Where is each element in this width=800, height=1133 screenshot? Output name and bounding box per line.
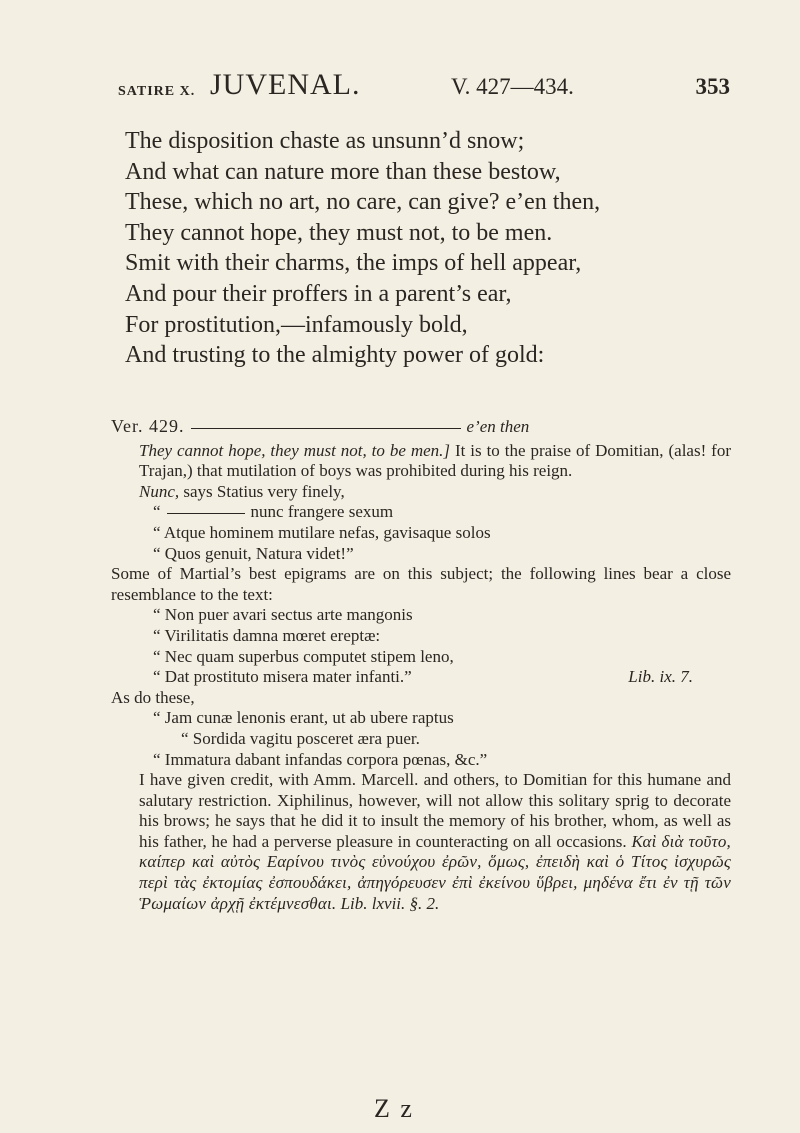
greek-quote: Καὶ διὰ τοῦτο, καίπερ καὶ αὐτὸς Εαρίνου τινὸς εὐνούχου ἐρῶν, ὅμως, ἐπειδὴ καὶ ὁ Τίτος ἰσχυρῶς περὶ τὰς ἐκτομίας ἐσπουδάκει, ἀπηγόρευσεν ἐπὶ ἐκείνου ὕβρει, μηδένα ἔτι ἐν τῇ τῶν Ῥωμαίων ἀρχῇ ἐκτέμνεσθαι. (139, 831, 731, 913)
quote-line: “ Non puer avari sectus arte mangonis (153, 605, 413, 625)
quote-line: “ Quos genuit, Natura videt!” (153, 543, 354, 563)
note-paragraph (111, 441, 731, 482)
verse-line: And trusting to the almighty power of gold: (125, 342, 545, 369)
quote-line: “ Nec quam superbus computet stipem leno, (153, 646, 454, 666)
note-paragraph (111, 770, 731, 914)
quote-text: “ Dat prostituto misera mater infanti.” (153, 667, 412, 687)
note-line: As do these, (111, 687, 195, 707)
dash-rule (167, 513, 245, 514)
quote-line: “ Virilitatis damna mœret ereptæ: (153, 625, 381, 645)
quote-line: “ Atque hominem mutilare nefas, gavisaque solos (153, 522, 491, 542)
verse-line: And pour their proffers in a parent’s ear, (125, 280, 512, 307)
notes-block (111, 416, 731, 914)
satire-label: SATIRE X. (118, 84, 196, 99)
note-lemma: e’en then (466, 417, 530, 436)
note-heading (111, 416, 731, 437)
quote-line: “ nunc frangere sexum (153, 502, 394, 522)
verse-line: Smit with their charms, the imps of hell appear, (125, 250, 582, 277)
nunc-word: Nunc, (139, 481, 180, 501)
verse-line: And what can nature more than these bestow, (125, 158, 561, 185)
verse-line: They cannot hope, they must not, to be men. (125, 219, 553, 246)
statius-intro (111, 482, 731, 503)
quote-line: “ Sordida vagitu posceret æra puer. (181, 728, 420, 748)
lemma-full: They cannot hope, they must not, to be men.] (139, 440, 451, 460)
quote-line: “ Immatura dabant infandas corpora pœnas, &c.” (153, 749, 488, 769)
citation: Lib. lxvii. §. 2. (340, 893, 440, 913)
citation: Lib. ix. 7. (628, 667, 693, 687)
quote-text: nunc frangere sexum (250, 502, 394, 522)
signature-mark: Z z (374, 1094, 414, 1123)
line-range: V. 427—434. (451, 74, 574, 99)
verse-reference: Ver. 429. (111, 416, 185, 436)
verse-block (125, 126, 725, 371)
verse-line: The disposition chaste as unsunn’d snow; (125, 128, 525, 154)
note-text: It is to the praise of Domitian, (alas! for Trajan,) that mutilation of boys was prohibited during his reign. (139, 440, 732, 481)
verse-line: For prostitution,—infamously bold, (125, 311, 468, 338)
page-number: 353 (695, 74, 730, 99)
note-text: I have given credit, with Amm. Marcell. and others, to Domitian for this humane and salutary restriction. Xiphilinus, however, will not allow this solitary sprig to decorate his brows; he says that he did it to insult the memory of his brother, whom, as well as his father, he had a perverse pleasure in counteracting on all occasions. (139, 770, 731, 851)
verse-line: These, which no art, no care, can give? e’en then, (125, 189, 601, 216)
quote-line (111, 667, 731, 688)
quote-line: “ Jam cunæ lenonis erant, ut ab ubere raptus (153, 708, 454, 728)
note-paragraph: Some of Martial’s best epigrams are on this subject; the following lines bear a close resemblance to the text: (111, 564, 731, 604)
dash-rule (191, 428, 461, 429)
author-title: JUVENAL. (210, 68, 361, 101)
running-header (118, 66, 730, 106)
statius-intro-text: says Statius very finely, (179, 481, 345, 501)
